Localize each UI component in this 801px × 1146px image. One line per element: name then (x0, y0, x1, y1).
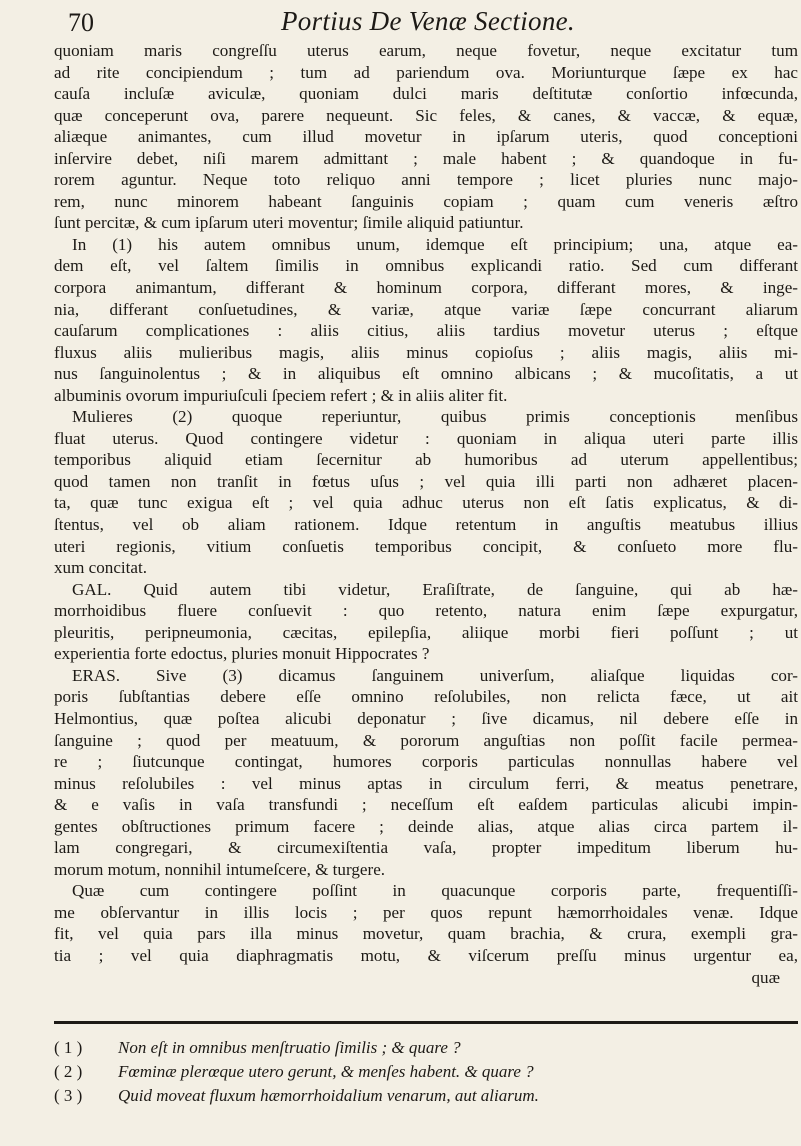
text-line: quoniam maris congreſſu uterus earum, neque fovetur, neque excitatur tum (54, 41, 798, 60)
text-line: xum concitat. (54, 558, 148, 578)
text-line: albuminis ovorum impuriuſculi ſpeciem refert ; & in aliis aliter fit. (54, 385, 508, 405)
text-line: rem, nunc minorem habeant ſanguinis copiam ; quam cum veneris æſtro (54, 191, 798, 211)
text-line: GAL. Quid autem tibi videtur, Eraſiſtrate, de ſanguine, qui ab hæ- (72, 579, 798, 599)
text-line: rorem aguntur. Neque toto reliquo anni tempore ; licet pluries nunc majo- (54, 170, 798, 190)
text-line: ſanguine ; quod per meatuum, & pororum anguſtias non poſſit facile permea- (54, 730, 798, 750)
text-line: lam congregari, & circumexiſtentia vaſa, propter impeditum liberum hu- (54, 838, 798, 858)
text-line: me obſervantur in illis locis ; per quos repunt hæmorrhoidales venæ. Idque (54, 902, 798, 922)
text-line: ta, quæ tunc exigua eſt ; vel quia adhuc uterus non eſt ſatis explicatus, & di- (54, 493, 798, 513)
footnote (54, 1084, 798, 1108)
text-line: cauſa incluſæ aviculæ, quoniam dulci maris deſtitutæ conſortio infœcunda, (54, 84, 798, 104)
text-line: experientia forte edoctus, pluries monuit Hippocrates ? (54, 644, 430, 664)
footnote-mark: ( 1 ) (54, 1038, 83, 1057)
text-line: cauſarum complicationes : aliis citius, aliis tardius movetur uterus ; eſtque (54, 321, 798, 341)
text-line: In (1) his autem omnibus unum, idemque eſt principium; una, atque ea- (72, 234, 798, 254)
text-line: quæ conceperunt ova, parere nequeunt. Sic feles, & canes, & vaccæ, & equæ, (54, 105, 798, 125)
text-line: quod tamen non tranſit in fœtus uſus ; vel quia illi parti non adhæret placen- (54, 471, 798, 491)
text-line: dem eſt, vel ſaltem ſimilis in omnibus explicandi ratio. Sed cum differant (54, 256, 798, 276)
text-line: re ; ſiutcunque contingat, humores corporis particulas nonnullas habere vel (54, 752, 798, 772)
text-line: aliæque animantes, cum illud movetur in ipſarum uteris, quod conceptioni (54, 127, 798, 147)
footnote-text: Quid moveat fluxum hæmorrhoidalium venarum, aut aliarum. (118, 1086, 539, 1105)
text-line: Mulieres (2) quoque reperiuntur, quibus primis conceptionis menſibus (72, 407, 798, 427)
text-line: ERAS. Sive (3) dicamus ſanguinem univerſum, aliaſque liquidas cor- (72, 665, 798, 685)
text-line: minus reſolubiles : vel minus aptas in circulum ferri, & meatus penetrare, (54, 773, 798, 793)
text-line: Quæ cum contingere poſſint in quacunque corporis parte, frequentiſſi- (72, 881, 798, 901)
footnote (54, 1060, 798, 1084)
footnotes (54, 1036, 798, 1108)
text-line: fluxus aliis mulieribus magis, aliis minus copioſus ; aliis magis, aliis mi- (54, 342, 798, 362)
footnote-rule (54, 1021, 798, 1024)
text-line: gentes obſtructiones primum facere ; deinde alias, atque alias circa partem il- (54, 816, 798, 836)
footnote-text: Fœminæ plerœque utero gerunt, & menſes habent. & quare ? (118, 1062, 534, 1081)
text-line: ad rite concipiendum ; tum ad pariendum ova. Moriunturque ſæpe ex hac (54, 62, 798, 82)
page-header (68, 4, 788, 40)
text-line: poris ſubſtantias debere eſſe omnino reſolubiles, non relicta fæce, ut ait (54, 687, 798, 707)
text-line: ſtentus, vel ob aliam rationem. Idque retentum in anguſtis meatubus illius (54, 515, 798, 535)
footnote (54, 1036, 798, 1060)
text-line: inſervire debet, niſi marem admittant ; male habent ; & quandoque in fu- (54, 148, 798, 168)
text-line: morum motum, nonnihil intumeſcere, & turgere. (54, 859, 386, 879)
footnote-text: Non eſt in omnibus menſtruatio ſimilis ; & quare ? (118, 1038, 461, 1057)
footnote-mark: ( 2 ) (54, 1062, 83, 1081)
text-line: nus ſanguinolentus ; & in aliquibus eſt omnino albicans ; & mucoſitatis, a ut (54, 364, 798, 384)
text-line: tia ; vel quia diaphragmatis motu, & viſcerum preſſu minus urgentur ea, (54, 945, 798, 965)
footnote-mark: ( 3 ) (54, 1086, 83, 1105)
text-line: pleuritis, peripneumonia, cæcitas, epilepſia, aliique morbi fieri poſſunt ; ut (54, 622, 798, 642)
text-line: temporibus aliquid etiam ſecernitur ab humoribus ad uterum appellentibus; (54, 450, 798, 470)
text-line: fit, vel quia pars illa minus movetur, quam brachia, & crura, exempli gra- (54, 924, 798, 944)
text-line: morrhoidibus fluere conſuevit : quo retento, natura enim ſæpe expurgatur, (54, 601, 798, 621)
text-line: uteri regionis, vitium conſuetis temporibus concipit, & conſueto more flu- (54, 536, 798, 556)
text-line: & e vaſis in vaſa transfundi ; neceſſum eſt eaſdem particulas alicubi impin- (54, 795, 798, 815)
text-line: ſunt percitæ, & cum ipſarum uteri moventur; ſimile aliquid patiuntur. (54, 213, 524, 233)
text-line: Helmontius, quæ poſtea alicubi deponatur ; ſive dicamus, nil debere eſſe in (54, 708, 798, 728)
text-line: nia, differant conſuetudines, & variæ, atque variæ ſæpe concurrant aliarum (54, 299, 798, 319)
text-line: fluat uterus. Quod contingere videtur : quoniam in aliqua uteri parte illis (54, 428, 798, 448)
catchword: quæ (751, 967, 780, 987)
running-head: Portius De Venæ Sectione. (281, 6, 575, 36)
text-line: corpora animantum, differant & hominum corpora, differant mores, & inge- (54, 278, 798, 298)
page-number: 70 (68, 8, 94, 37)
body-text (54, 40, 798, 988)
